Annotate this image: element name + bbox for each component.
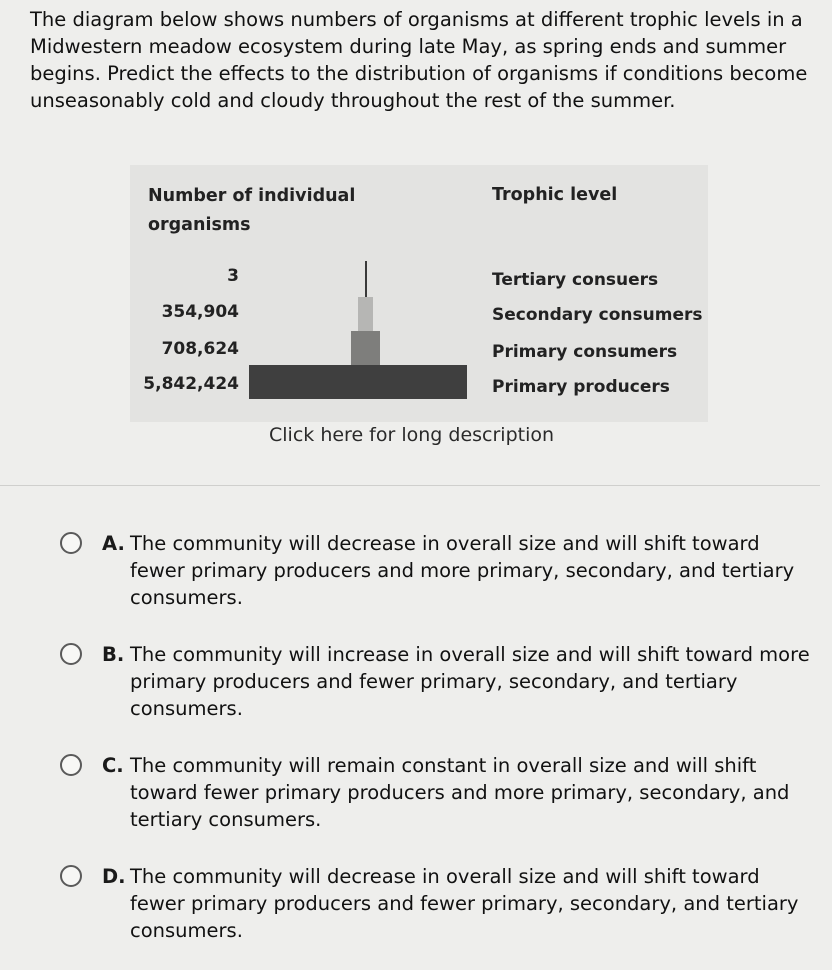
long-description-link[interactable]: Click here for long description	[269, 424, 555, 446]
bar-primary-consumers	[351, 331, 380, 365]
question-text: The diagram below shows numbers of organisms at different trophic levels in a Midwestern meadow ecosystem during late May, as spring ends and summer begins. Predict the effects to the distribution of organisms if conditions become unseasonably cold and cloudy throughout the rest of the summer.	[30, 8, 808, 112]
bar-tertiary	[365, 261, 367, 297]
option-b-letter: B.	[102, 643, 125, 666]
divider	[0, 485, 820, 486]
count-label-secondary: 354,904	[161, 302, 239, 322]
header-count: Number of individual organisms	[148, 186, 356, 235]
option-c-letter: C.	[102, 754, 124, 777]
count-label-producers: 5,842,424	[143, 374, 239, 394]
radio-b[interactable]	[60, 643, 82, 665]
option-d-text[interactable]: The community will decrease in overall size and will shift toward fewer primary producers and fewer primary, secondary, and tertiary consumers.	[130, 865, 799, 942]
radio-c[interactable]	[60, 754, 82, 776]
count-label-primary-consumers: 708,624	[161, 339, 239, 359]
level-label-tertiary: Tertiary consuers	[492, 270, 659, 290]
trophic-pyramid-figure	[130, 165, 708, 422]
radio-a[interactable]	[60, 532, 82, 554]
level-label-secondary: Secondary consumers	[492, 305, 703, 325]
level-label-primary-consumers: Primary consumers	[492, 342, 678, 362]
option-b-text[interactable]: The community will increase in overall size and will shift toward more primary producers and fewer primary, secondary, and tertiary consumers.	[130, 643, 810, 720]
bar-producers	[249, 365, 467, 399]
option-c-text[interactable]: The community will remain constant in overall size and will shift toward fewer primary producers and more primary, secondary, and tertiary consumers.	[130, 754, 790, 831]
bar-secondary	[358, 297, 373, 331]
radio-d[interactable]	[60, 865, 82, 887]
count-label-tertiary: 3	[227, 266, 239, 286]
option-d-letter: D.	[102, 865, 126, 888]
level-label-producers: Primary producers	[492, 377, 670, 397]
option-a-letter: A.	[102, 532, 125, 555]
header-trophic-level: Trophic level	[492, 185, 618, 205]
option-a-text[interactable]: The community will decrease in overall size and will shift toward fewer primary producers and more primary, secondary, and tertiary consumers.	[130, 532, 795, 609]
